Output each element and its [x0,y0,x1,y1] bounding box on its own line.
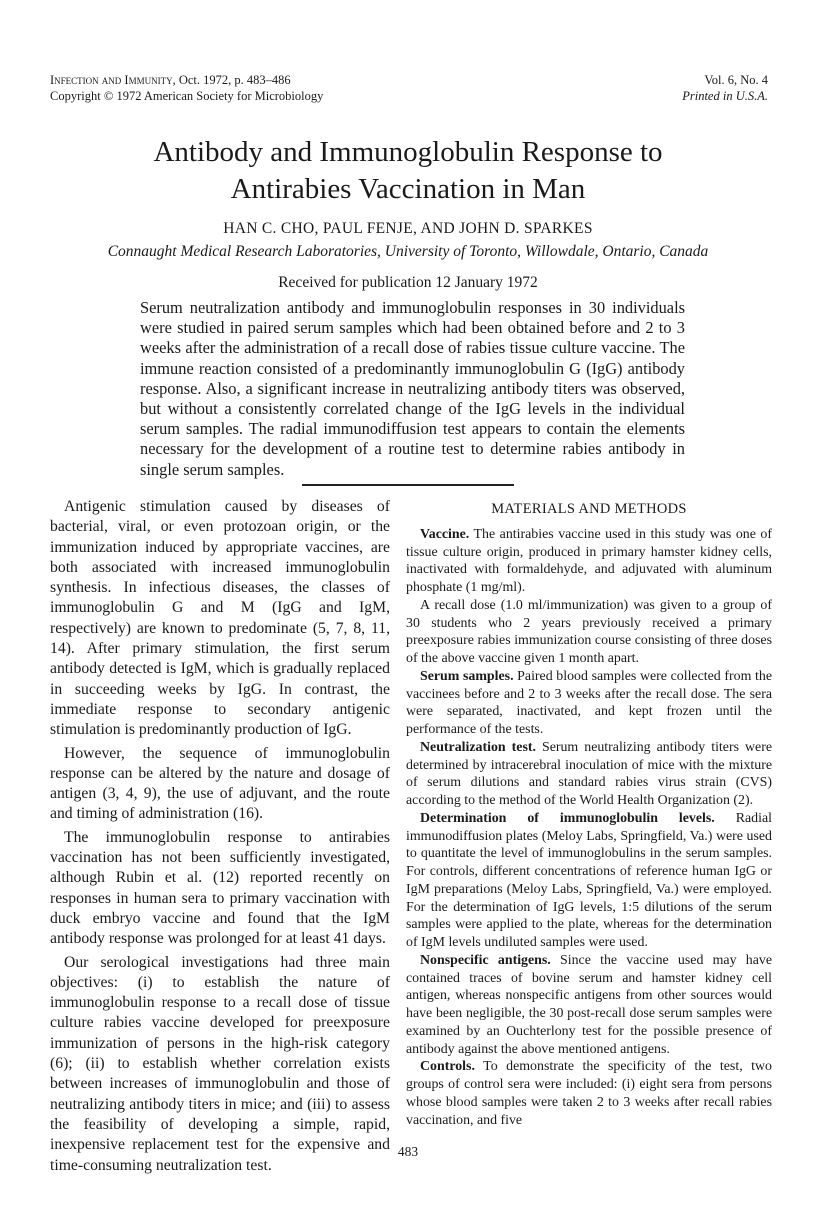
methods-paragraph-neutralization: Neutralization test. Serum neutralizing antibody titers were determined by intracerebral inoculation of mice with the mixture of serum dilutions and standard rabies virus strain (CVS) according to the method of the World Health Organization (2). [406,739,772,808]
methods-paragraph-controls: Controls. To demonstrate the specificity of the test, two groups of control sera were included: (i) eight sera from persons whose blood samples were taken 2 to 3 weeks after recall rabies vaccination, and five [406,1059,772,1128]
methods-paragraph-nonspecific: Nonspecific antigens. Since the vaccine used may have contained traces of bovine serum and hamster kidney cell antigen, whereas nonspecific antigens from other sources would have been negligible, the 30 post-recall dose serum samples were examined by an Ouchterlony test for the possible presence of antibody against the above mentioned antigens. [406,952,772,1057]
runin-heading: Controls. [420,1059,475,1075]
methods-paragraph-immunoglobulin: Determination of immunoglobulin levels. Radial immunodiffusion plates (Meloy Labs, Springfield, Va.) were used to quantitate the level of immunoglobulins in the serum samples. For controls, different concentrations of reference human IgG or IgM preparations (Meloy Labs, Springfield, Va.) were employed. For the determination of IgG levels, 1:5 dilutions of the serum samples were applied to the plate, whereas for the determination of IgM levels undiluted samples were used. [406,810,772,950]
affiliation: Connaught Medical Research Laboratories, University of Toronto, Willowdale, Ontario, Canada [107,243,709,260]
title-line-2: Antirabies Vaccination in Man [230,173,586,205]
citation: , Oct. 1972, p. 483–486 [172,73,291,87]
article-title [0,134,816,208]
intro-paragraph-3: The immunoglobulin response to antirabies vaccination has not been sufficiently investigated, although Rubin et al. (12) reported recently on responses in human sera to primary vaccination with duck embryo vaccine and found that the IgM antibody response was prolonged for at least 41 days. [50,828,390,948]
intro-paragraph-2: However, the sequence of immunoglobulin response can be altered by the nature and dosage of antigen (3, 4, 9), the use of adjuvant, and the route and timing of administration (16). [50,744,390,823]
runin-heading: Nonspecific antigens. [420,952,551,968]
intro-paragraph-1: Antigenic stimulation caused by diseases of bacterial, viral, or even protozoan origin, or the immunization induced by appropriate vaccines, are both associated with increased immunoglobulin synthesis. In infectious diseases, the classes of immunoglobulin G and M (IgG and IgM, respectively) are known to predominate (5, 7, 8, 11, 14). After primary stimulation, the first serum antibody detected is IgM, which is gradually replaced in succeeding weeks by IgG. In contrast, the immediate response to secondary antigenic stimulation is predominantly production of IgG. [50,498,390,739]
left-column [50,497,390,1176]
runin-heading: Neutralization test. [420,739,536,755]
page-number: 483 [397,1144,419,1159]
methods-paragraph-recall: A recall dose (1.0 ml/immunization) was given to a group of 30 students who 2 years previously received a primary preexposure rabies immunization course consisting of three doses of the above vaccine given 1 month apart. [406,597,772,666]
methods-paragraph-serum: Serum samples. Paired blood samples were collected from the vaccinees before and 2 to 3 weeks after the recall dose. The sera were separated, inactivated, and kept frozen until the performance of the tests. [406,668,772,737]
runin-heading: Vaccine. [420,526,470,542]
intro-paragraph-4: Our serological investigations had three main objectives: (i) to establish the nature of immunoglobulin response to a recall dose of tissue culture rabies vaccine developed for preexposure immunization of persons in the high-risk category (6); (ii) to establish whether correlation exists between increases of immunoglobulin and those of neutralizing antibody titers in mice; and (iii) to assess the feasibility of developing a simple, rapid, inexpensive replacement test for the expensive and time-consuming neutralization test. [50,953,390,1174]
right-column [406,497,772,1129]
copyright: Copyright © 1972 American Society for Microbiology [50,89,324,103]
printed-in: Printed in U.S.A. [682,89,768,103]
running-header-left [50,72,323,104]
methods-paragraph-vaccine: Vaccine. The antirabies vaccine used in this study was one of tissue culture origin, produced in primary hamster kidney cells, inactivated with formaldehyde, and adjuvated with aluminum phosphate (1 mg/ml). [406,526,772,595]
section-heading: MATERIALS AND METHODS [491,501,687,517]
authors: HAN C. CHO, PAUL FENJE, AND JOHN D. SPARKES [223,220,593,237]
abstract: Serum neutralization antibody and immunoglobulin responses in 30 individuals were studied in paired serum samples which had been obtained before and 2 to 3 weeks after the administration of a recall dose of rabies tissue culture vaccine. The immune reaction consisted of a predominantly immunoglobulin G (IgG) antibody response. Also, a significant increase in neutralizing antibody titers was observed, but without a consistently correlated change of the IgG levels in the individual serum samples. The radial immunodiffusion test appears to contain the elements necessary for the development of a routine test to determine rabies antibody in single serum samples. [140,298,685,479]
received-date: Received for publication 12 January 1972 [278,274,538,291]
abstract-divider [302,484,514,486]
running-header-right [682,72,768,104]
volume: Vol. 6, No. 4 [704,73,768,87]
runin-heading: Serum samples. [420,668,514,684]
runin-heading: Determination of immunoglobulin levels. [420,810,715,826]
title-line-1: Antibody and Immunoglobulin Response to [153,136,663,168]
journal-name: Infection and Immunity [50,73,173,87]
